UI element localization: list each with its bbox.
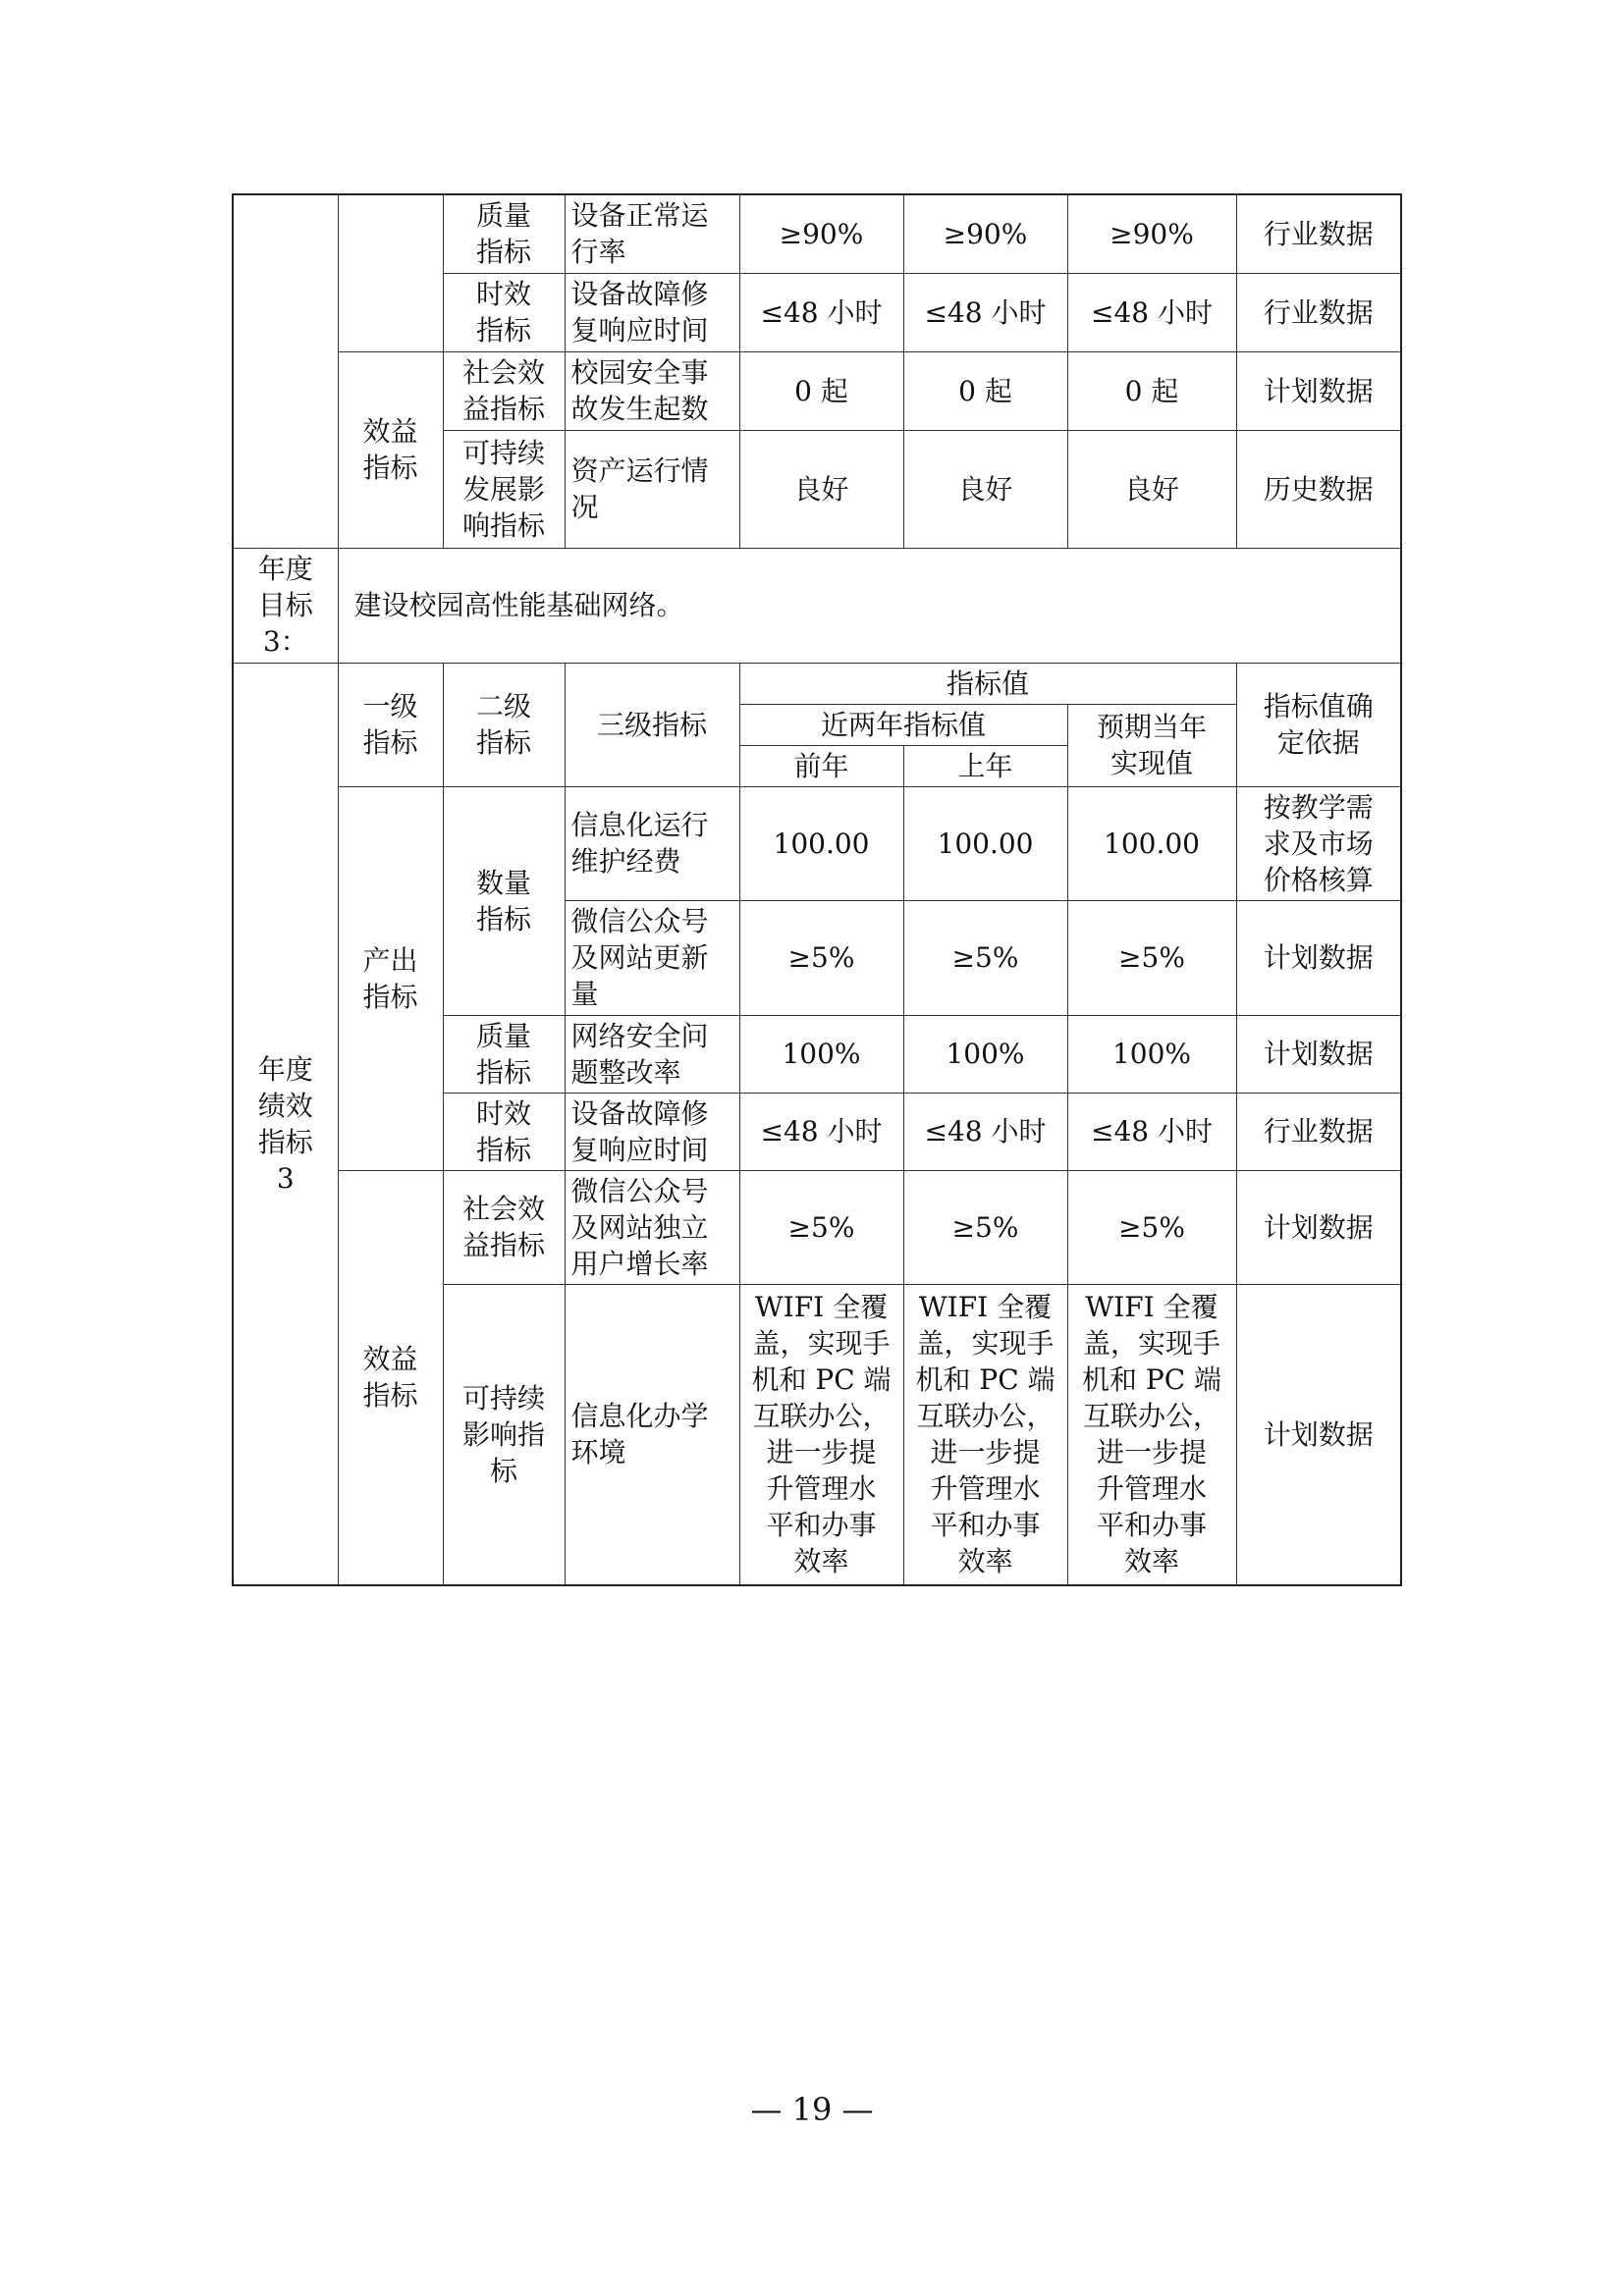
empty-cell: [338, 194, 443, 351]
indicator-name-cell: 校园安全事 故发生起数: [565, 351, 739, 430]
basis-cell: 按教学需 求及市场 价格核算: [1236, 786, 1401, 900]
indicator-name-cell: 信息化运行 维护经费: [565, 786, 739, 900]
table-header-row: [233, 663, 1401, 704]
page-number: — 19 —: [750, 2091, 874, 2128]
value-cell: ≥5%: [739, 900, 903, 1015]
value-cell: ≥90%: [903, 194, 1067, 273]
header-basis: 指标值确 定依据: [1236, 663, 1401, 786]
value-cell: 100%: [903, 1015, 1067, 1093]
header-expected: 预期当年 实现值: [1067, 704, 1236, 786]
level3-cell: 可持续 发展影 响指标: [443, 430, 565, 548]
header-level1: 一级 指标: [338, 663, 443, 786]
value-cell: ≥5%: [903, 1170, 1067, 1284]
basis-cell: 计划数据: [1236, 1170, 1401, 1284]
basis-cell: 行业数据: [1236, 194, 1401, 273]
header-prev-year: 前年: [739, 745, 903, 786]
level1-cell: 产出 指标: [338, 786, 443, 1170]
header-index-value: 指标值: [739, 663, 1236, 704]
goal-label-cell: 年度 目标 3：: [233, 548, 338, 663]
value-cell: 100.00: [1067, 786, 1236, 900]
level2-cell: 质量 指标: [443, 1015, 565, 1093]
level2-cell: 社会效 益指标: [443, 1170, 565, 1284]
indicator-name-cell: 网络安全问 题整改率: [565, 1015, 739, 1093]
table-row: [233, 351, 1401, 430]
value-cell: ≤48 小时: [903, 273, 1067, 351]
level2-cell: 数量 指标: [443, 786, 565, 1015]
table-row: [233, 548, 1401, 663]
basis-cell: 历史数据: [1236, 430, 1401, 548]
value-cell: WIFI 全覆 盖，实现手 机和 PC 端 互联办公， 进一步提 升管理水 平和办事 效率: [739, 1284, 903, 1585]
basis-cell: 计划数据: [1236, 1284, 1401, 1585]
header-level2: 二级 指标: [443, 663, 565, 786]
level1-cell: 效益 指标: [338, 351, 443, 548]
indicator-name-cell: 信息化办学 环境: [565, 1284, 739, 1585]
level2-cell: 时效 指标: [443, 1093, 565, 1170]
indicator-name-cell: 微信公众号 及网站更新 量: [565, 900, 739, 1015]
indicator-name-cell: 设备正常运 行率: [565, 194, 739, 273]
value-cell: 100.00: [739, 786, 903, 900]
goal-text-cell: 建设校园高性能基础网络。: [338, 548, 1401, 663]
performance-indicator-table: [232, 193, 1402, 1586]
value-cell: 良好: [739, 430, 903, 548]
value-cell: 100%: [739, 1015, 903, 1093]
value-cell: ≥90%: [739, 194, 903, 273]
value-cell: ≥90%: [1067, 194, 1236, 273]
value-cell: 0 起: [903, 351, 1067, 430]
value-cell: 良好: [1067, 430, 1236, 548]
level2-cell: 可持续 影响指 标: [443, 1284, 565, 1585]
value-cell: ≥5%: [1067, 900, 1236, 1015]
basis-cell: 行业数据: [1236, 273, 1401, 351]
table-row: [233, 1170, 1401, 1284]
value-cell: ≤48 小时: [739, 273, 903, 351]
value-cell: 100.00: [903, 786, 1067, 900]
value-cell: ≤48 小时: [1067, 273, 1236, 351]
value-cell: 100%: [1067, 1015, 1236, 1093]
level1-cell: 效益 指标: [338, 1170, 443, 1585]
header-level3: 三级指标: [565, 663, 739, 786]
basis-cell: 计划数据: [1236, 1015, 1401, 1093]
value-cell: 良好: [903, 430, 1067, 548]
empty-cell: [233, 194, 338, 548]
header-last-year: 上年: [903, 745, 1067, 786]
level3-cell: 质量 指标: [443, 194, 565, 273]
indicator-name-cell: 设备故障修 复响应时间: [565, 273, 739, 351]
basis-cell: 计划数据: [1236, 900, 1401, 1015]
level3-cell: 时效 指标: [443, 273, 565, 351]
value-cell: WIFI 全覆 盖，实现手 机和 PC 端 互联办公， 进一步提 升管理水 平和办事 效率: [1067, 1284, 1236, 1585]
header-recent-years: 近两年指标值: [739, 704, 1067, 745]
perf-label-cell: 年度 绩效 指标 3: [233, 663, 338, 1585]
value-cell: 0 起: [1067, 351, 1236, 430]
table-row: [233, 786, 1401, 900]
indicator-name-cell: 资产运行情 况: [565, 430, 739, 548]
basis-cell: 计划数据: [1236, 351, 1401, 430]
basis-cell: 行业数据: [1236, 1093, 1401, 1170]
value-cell: ≤48 小时: [1067, 1093, 1236, 1170]
indicator-name-cell: 设备故障修 复响应时间: [565, 1093, 739, 1170]
table-row: [233, 194, 1401, 273]
value-cell: ≥5%: [1067, 1170, 1236, 1284]
value-cell: ≤48 小时: [903, 1093, 1067, 1170]
value-cell: ≥5%: [903, 900, 1067, 1015]
value-cell: ≥5%: [739, 1170, 903, 1284]
value-cell: ≤48 小时: [739, 1093, 903, 1170]
level3-cell: 社会效 益指标: [443, 351, 565, 430]
value-cell: WIFI 全覆 盖，实现手 机和 PC 端 互联办公， 进一步提 升管理水 平和办事 效率: [903, 1284, 1067, 1585]
value-cell: 0 起: [739, 351, 903, 430]
indicator-name-cell: 微信公众号 及网站独立 用户增长率: [565, 1170, 739, 1284]
